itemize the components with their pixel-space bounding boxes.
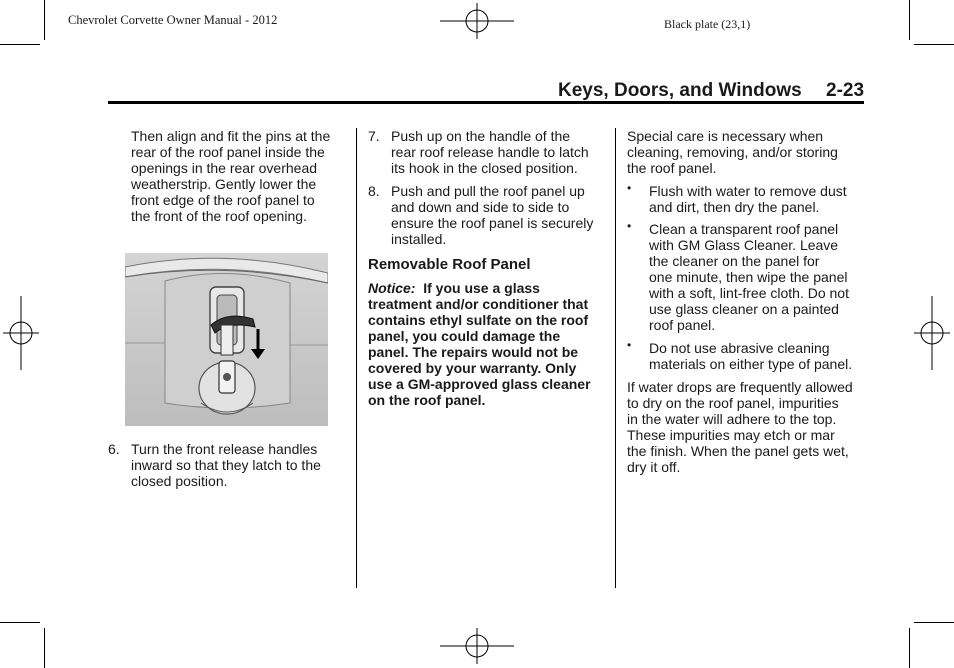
page-number: 2-23 bbox=[826, 80, 865, 101]
crop-mark bbox=[44, 628, 45, 668]
section-title: Keys, Doors, and Windows bbox=[558, 80, 802, 101]
crop-mark bbox=[909, 628, 910, 668]
text-line: rear of the roof panel inside the bbox=[131, 144, 325, 160]
text-line: and down and side to side to bbox=[391, 199, 570, 215]
crop-mark bbox=[909, 0, 910, 40]
text-line: inward so that they latch to the bbox=[131, 457, 321, 473]
plate-label: Black plate (23,1) bbox=[664, 17, 751, 31]
notice-label: Notice: bbox=[368, 280, 416, 296]
step-text bbox=[131, 441, 321, 489]
text-line: Special care is necessary when bbox=[627, 128, 824, 144]
text-line: the cleaner on the panel for bbox=[649, 253, 820, 269]
subheading: Removable Roof Panel bbox=[368, 256, 531, 273]
text-line: use glass cleaner on a painted bbox=[649, 301, 839, 317]
text-line: contains ethyl sulfate on the roof bbox=[368, 312, 589, 328]
text-line: to dry on the roof panel, impurities bbox=[627, 395, 839, 411]
bullet-text bbox=[649, 183, 847, 215]
step-number: 8. bbox=[368, 183, 380, 199]
text-line: use a GM-approved glass cleaner bbox=[368, 376, 591, 392]
text-line: and dirt, then dry the panel. bbox=[649, 199, 820, 215]
bullet-icon: • bbox=[627, 181, 632, 195]
text-line: cleaning, removing, and/or storing bbox=[627, 144, 838, 160]
text-line: installed. bbox=[391, 231, 447, 247]
text-line: front edge of the roof panel to bbox=[131, 192, 315, 208]
text-line: materials on either type of panel. bbox=[649, 356, 853, 372]
step-text bbox=[391, 128, 589, 176]
crop-mark bbox=[44, 0, 45, 40]
text-line: dry it off. bbox=[627, 459, 681, 475]
registration-mark-right bbox=[914, 296, 950, 370]
text-line: on the roof panel. bbox=[368, 392, 486, 408]
text-line: If you use a glass bbox=[423, 280, 540, 296]
text-line: openings in the rear overhead bbox=[131, 160, 318, 176]
text-line: covered by your warranty. Only bbox=[368, 360, 577, 376]
step-number: 6. bbox=[108, 441, 120, 457]
roof-panel-latch-illustration bbox=[125, 253, 328, 426]
bullet-icon: • bbox=[627, 338, 632, 352]
text-line: panel. The repairs would not be bbox=[368, 344, 579, 360]
text-line: its hook in the closed position. bbox=[391, 160, 578, 176]
col3-intro bbox=[627, 128, 867, 176]
text-line: with a soft, lint-free cloth. Do not bbox=[649, 285, 849, 301]
notice-first-line bbox=[368, 280, 612, 296]
text-line: rear roof release handle to latch bbox=[391, 144, 589, 160]
column-divider bbox=[356, 128, 357, 588]
text-line: treatment and/or conditioner that bbox=[368, 296, 589, 312]
text-line: These impurities may etch or mar bbox=[627, 427, 835, 443]
crop-mark bbox=[914, 622, 954, 623]
text-line: Clean a transparent roof panel bbox=[649, 221, 839, 237]
text-line: with GM Glass Cleaner. Leave bbox=[649, 237, 839, 253]
crop-mark bbox=[914, 44, 954, 45]
text-line: Then align and fit the pins at the bbox=[131, 128, 331, 144]
text-line: in the water will adhere to the top. bbox=[627, 411, 837, 427]
text-line: the front of the roof opening. bbox=[131, 208, 307, 224]
text-line: the finish. When the panel gets wet, bbox=[627, 443, 849, 459]
text-line: ensure the roof panel is securely bbox=[391, 215, 594, 231]
text-line: roof panel. bbox=[649, 317, 716, 333]
bullet-text bbox=[649, 221, 849, 333]
registration-mark-left bbox=[3, 296, 39, 370]
header-rule bbox=[108, 101, 864, 104]
notice-block bbox=[368, 280, 612, 408]
step-number: 7. bbox=[368, 128, 380, 144]
text-line: weatherstrip. Gently lower the bbox=[131, 176, 317, 192]
column-divider bbox=[615, 128, 616, 588]
text-line: If water drops are frequently allowed bbox=[627, 379, 853, 395]
registration-mark-top bbox=[440, 3, 514, 39]
text-line: closed position. bbox=[131, 473, 228, 489]
text-line: Push and pull the roof panel up bbox=[391, 183, 585, 199]
crop-mark bbox=[0, 622, 40, 623]
col3-outro bbox=[627, 379, 872, 475]
text-line: Do not use abrasive cleaning bbox=[649, 340, 830, 356]
bullet-icon: • bbox=[627, 219, 632, 233]
manual-title: Chevrolet Corvette Owner Manual - 2012 bbox=[68, 13, 278, 27]
col1-intro bbox=[131, 128, 353, 224]
text-line: the roof panel. bbox=[627, 160, 717, 176]
text-line: Flush with water to remove dust bbox=[649, 183, 847, 199]
bullet-text bbox=[649, 340, 852, 372]
text-line: one minute, then wipe the panel bbox=[649, 269, 848, 285]
step-text bbox=[391, 183, 593, 247]
text-line: panel, you could damage the bbox=[368, 328, 561, 344]
text-line: Push up on the handle of the bbox=[391, 128, 571, 144]
crop-mark bbox=[0, 44, 40, 45]
registration-mark-bottom bbox=[440, 628, 514, 664]
text-line: Turn the front release handles bbox=[131, 441, 318, 457]
